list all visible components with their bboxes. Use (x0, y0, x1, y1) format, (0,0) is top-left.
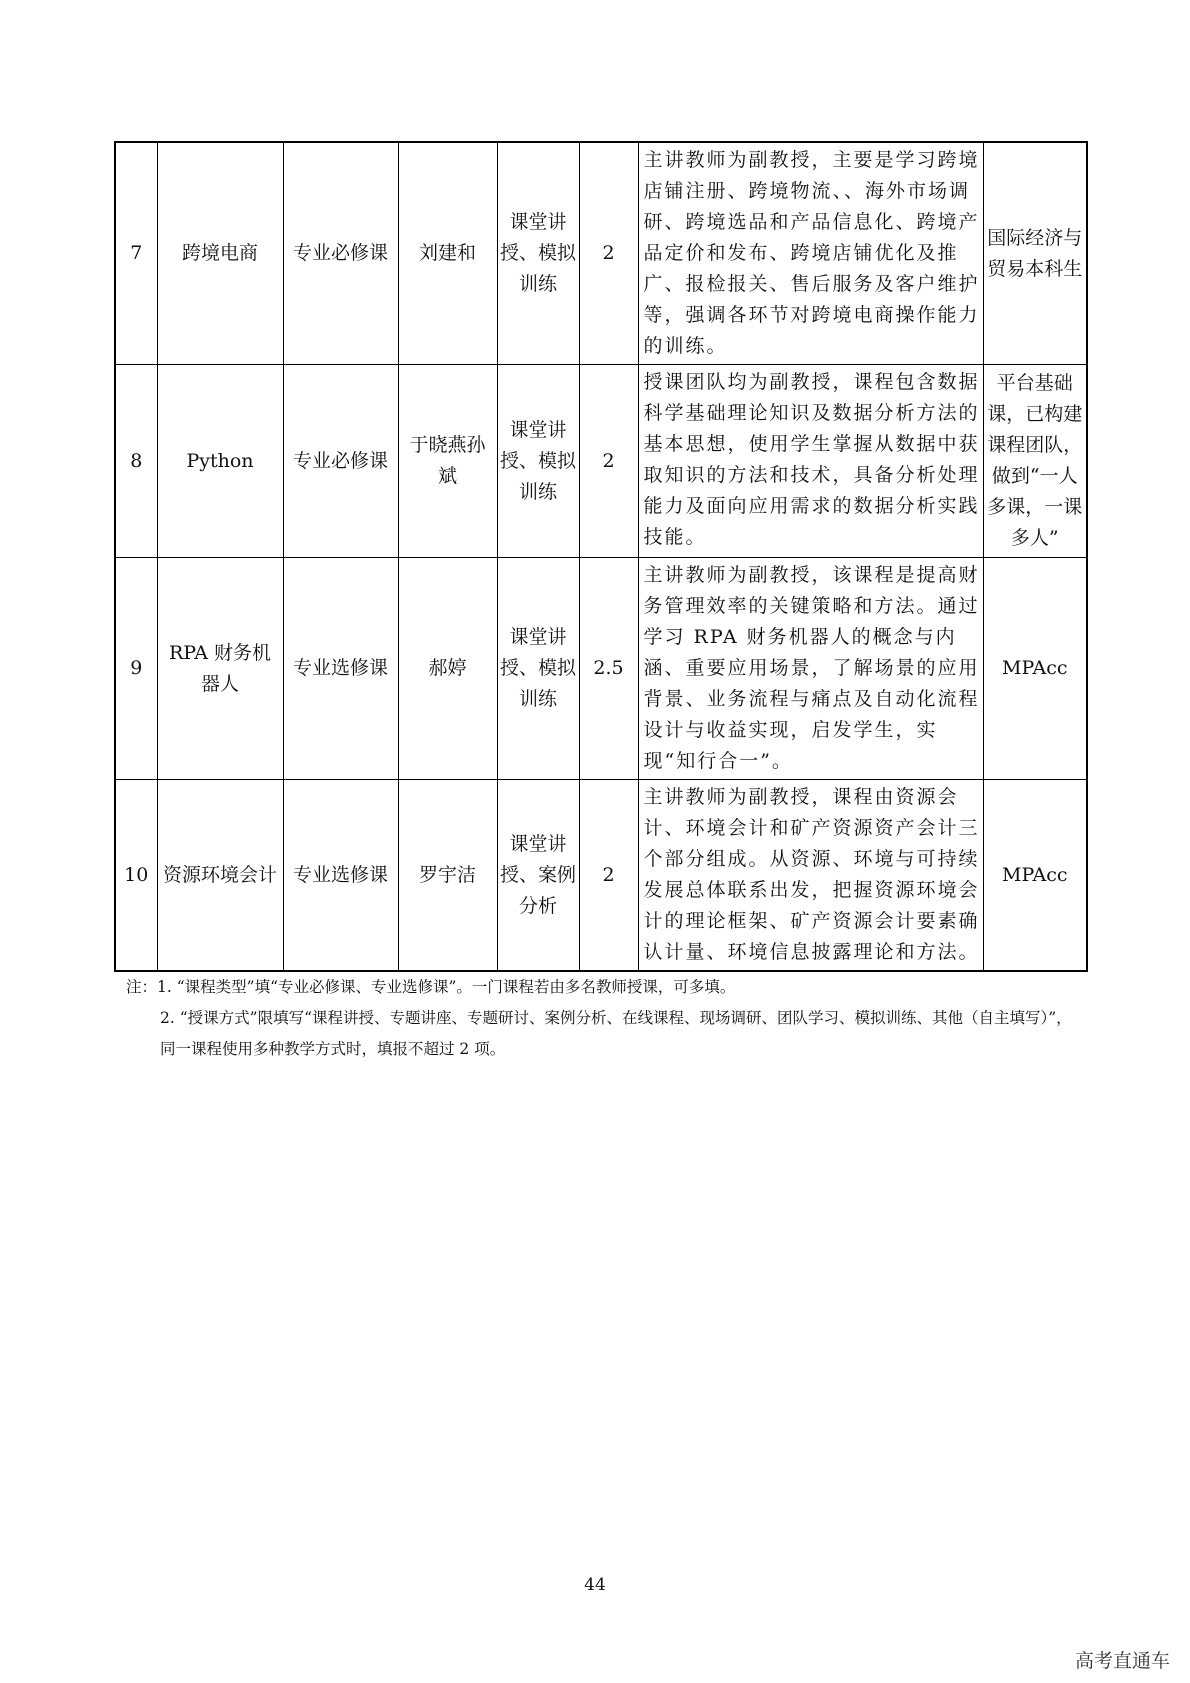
remark: MPAcc (983, 558, 1087, 780)
table-row (115, 142, 1087, 365)
course-name: 资源环境会计 (157, 780, 283, 972)
course-type: 专业选修课 (283, 780, 398, 972)
course-name: Python (157, 365, 283, 558)
page-number: 44 (584, 1575, 606, 1595)
table-notes (126, 972, 1086, 1065)
course-description: 主讲教师为副教授，该课程是提高财务管理效率的关键策略和方法。通过学习 RPA 财务机器人的概念与内涵、重要应用场景，了解场景的应用背景、业务流程与痛点及自动化流程设计与收益实现，启发学生，实现“知行合一”。 (638, 558, 983, 780)
credits: 2 (579, 780, 638, 972)
course-name: RPA 财务机器人 (157, 558, 283, 780)
credits: 2 (579, 142, 638, 365)
remark: 平台基础课，已构建课程团队，做到“一人多课，一课多人” (983, 365, 1087, 558)
row-number: 10 (115, 780, 157, 972)
row-number: 8 (115, 365, 157, 558)
teacher: 罗宇洁 (398, 780, 497, 972)
teaching-method: 课堂讲授、模拟训练 (497, 558, 579, 780)
note-2: 2. “授课方式”限填写“课程讲授、专题讲座、专题研讨、案例分析、在线课程、现场调研、团队学习、模拟训练、其他（自主填写）”，同一课程使用多种教学方式时，填报不超过 2 项。 (160, 1009, 1072, 1058)
course-type: 专业必修课 (283, 365, 398, 558)
credits: 2 (579, 365, 638, 558)
teacher: 郝婷 (398, 558, 497, 780)
course-table (114, 141, 1088, 972)
remark: 国际经济与贸易本科生 (983, 142, 1087, 365)
credits: 2.5 (579, 558, 638, 780)
row-number: 9 (115, 558, 157, 780)
course-description: 授课团队均为副教授，课程包含数据科学基础理论知识及数据分析方法的基本思想，使用学生掌握从数据中获取知识的方法和技术，具备分析处理能力及面向应用需求的数据分析实践技能。 (638, 365, 983, 558)
teaching-method: 课堂讲授、案例分析 (497, 780, 579, 972)
table-row (115, 558, 1087, 780)
watermark: 高考直通车 (1074, 1650, 1170, 1672)
table-row (115, 780, 1087, 972)
course-type: 专业选修课 (283, 558, 398, 780)
teaching-method: 课堂讲授、模拟训练 (497, 142, 579, 365)
course-type: 专业必修课 (283, 142, 398, 365)
course-description: 主讲教师为副教授，主要是学习跨境店铺注册、跨境物流、、海外市场调研、跨境选品和产品信息化、跨境产品定价和发布、跨境店铺优化及推广、报检报关、售后服务及客户维护等，强调各环节对跨境电商操作能力的训练。 (638, 142, 983, 365)
table-row (115, 365, 1087, 558)
course-name: 跨境电商 (157, 142, 283, 365)
teacher: 刘建和 (398, 142, 497, 365)
remark: MPAcc (983, 780, 1087, 972)
row-number: 7 (115, 142, 157, 365)
course-description: 主讲教师为副教授，课程由资源会计、环境会计和矿产资源资产会计三个部分组成。从资源、环境与可持续发展总体联系出发，把握资源环境会计的理论框架、矿产资源会计要素确认计量、环境信息披露理论和方法。 (638, 780, 983, 972)
teacher: 于晓燕孙斌 (398, 365, 497, 558)
note-1: 注：1. “课程类型”填“专业必修课、专业选修课”。一门课程若由多名教师授课，可多填。 (126, 978, 736, 996)
teaching-method: 课堂讲授、模拟训练 (497, 365, 579, 558)
